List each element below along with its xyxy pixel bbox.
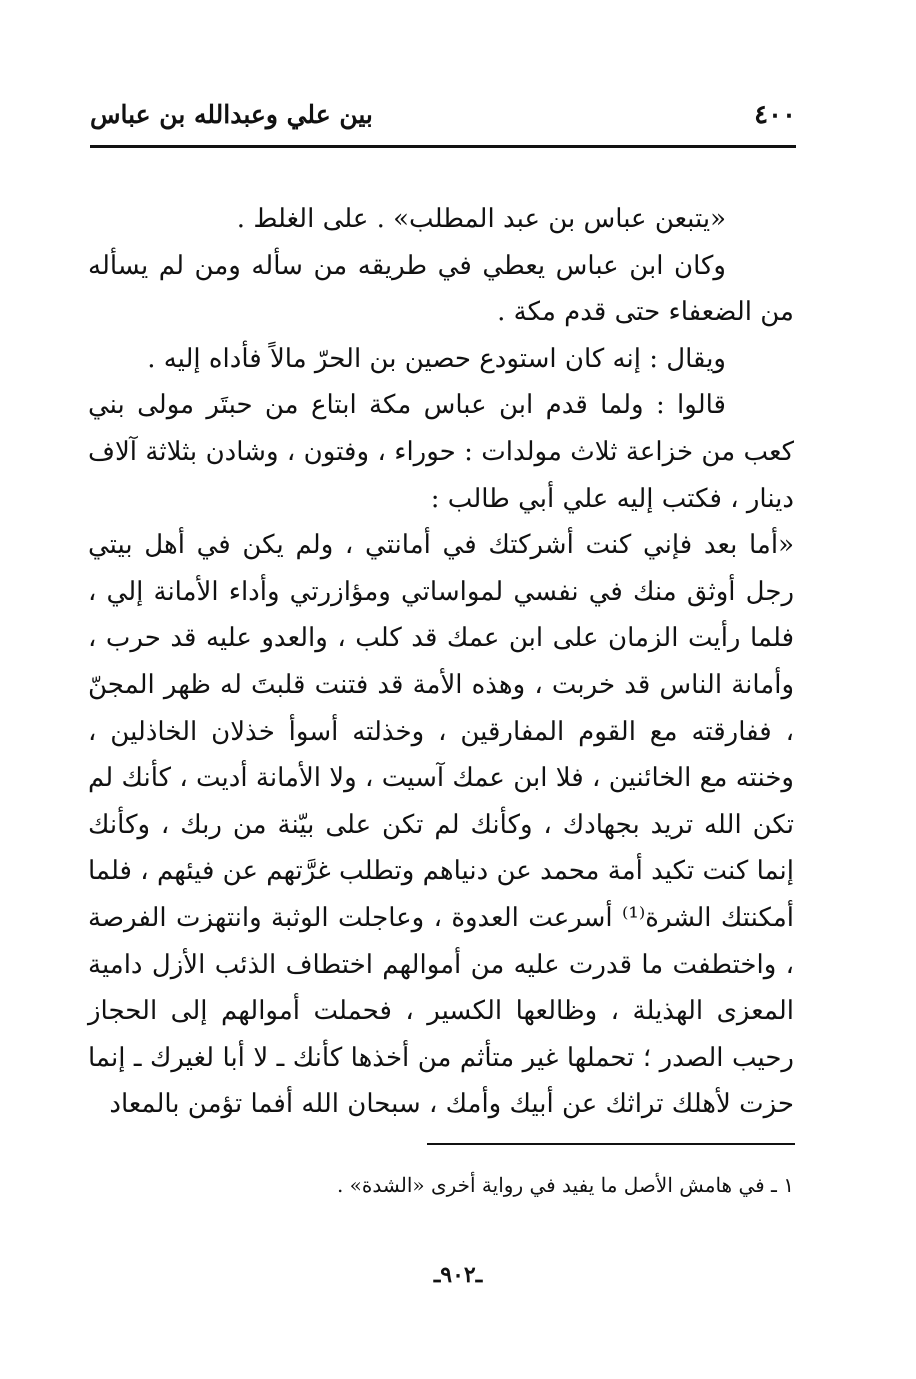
body-text bbox=[88, 196, 794, 1128]
header-page-number: ٤٠٠ bbox=[754, 100, 796, 130]
footer-page-number: ـ٩٠٢ـ bbox=[433, 1262, 483, 1288]
paragraph: وكان ابن عباس يعطي في طريقه من سأله ومن لم يسأله من الضعفاء حتى قدم مكة . bbox=[88, 250, 794, 328]
header-rule bbox=[90, 145, 796, 148]
running-header bbox=[90, 100, 796, 140]
footnote: ١ ـ في هامش الأصل ما يفيد في رواية أخرى «الشدة» . bbox=[336, 1173, 794, 1197]
paragraph: قالوا : ولما قدم ابن عباس مكة ابتاع من حبتَر مولى بني كعب من خزاعة ثلاث مولدات : حوراء ، وفتون ، وشادن بثلاثة آلاف دينار ، فكتب إليه علي أبي طالب : bbox=[88, 390, 794, 514]
paragraph: «يتبعن عباس بن عبد المطلب» . على الغلط . bbox=[236, 204, 726, 234]
paragraph: ويقال : إنه كان استودع حصين بن الحرّ مالاً فأداه إليه . bbox=[147, 343, 726, 374]
paragraph-letter: «أما بعد فإني كنت أشركتك في أمانتي ، ولم يكن في أهل بيتي رجل أوثق منك في نفسي لمواساتي ومؤازرتي وأداء الأمانة إلي ، فلما رأيت الزمان على ابن عمك قد كلب ، والعدو عليه قد حرب ، وأمانة الناس قد خربت ، وهذه الأمة قد فتنت قلبتَ له ظهر المجنّ ، ففارقته مع القوم المفارقين ، وخذلته أسوأ خذلان الخاذلين ، وخنته مع الخائنين ، فلا ابن عمك آسيت ، ولا الأمانة أديت ، كأنك لم تكن الله تريد بجهادك ، وكأنك لم تكن على بيّنة من ربك ، وكأنك إنما كنت تكيد أمة محمد عن دنياهم وتطلب غرَّتهم عن فيئهم ، فلما أمكنتك الشرة⁽¹⁾ أسرعت العدوة ، وعاجلت الوثبة وانتهزت الفرصة ، واختطفت ما قدرت عليه من أموالهم اختطاف الذئب الأزل دامية المعزى الهذيلة ، وظالعها الكسير ، فحملت أموالهم إلى الحجاز رحيب الصدر ؛ تحملها غير متأثم من أخذها كأنك ـ لا أبا لغيرك ـ إنما حزت لأهلك تراثك عن أبيك وأمك ، سبحان الله أفما تؤمن بالمعاد bbox=[88, 530, 794, 1120]
footnote-rule bbox=[427, 1143, 795, 1145]
header-title: بين علي وعبدالله بن عباس bbox=[90, 100, 373, 129]
